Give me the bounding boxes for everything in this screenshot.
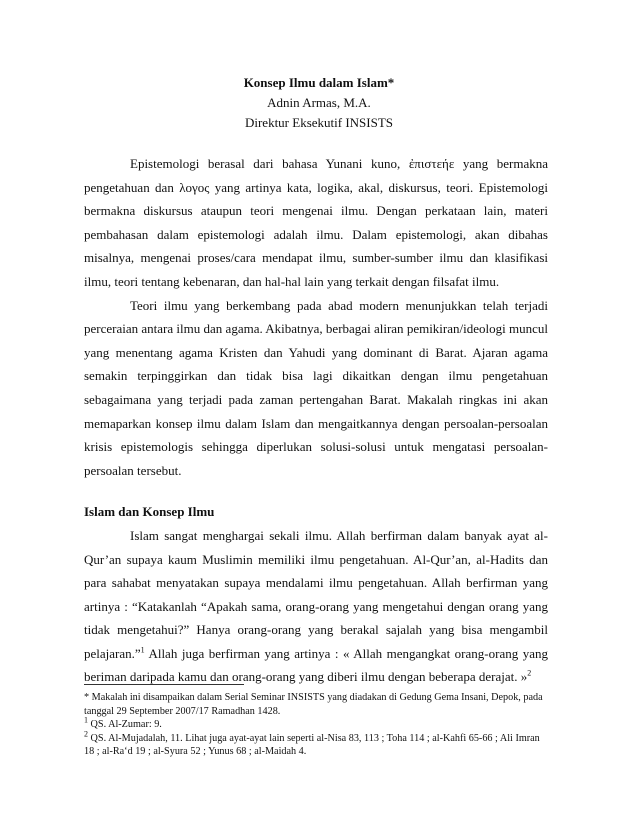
paragraph-teori-ilmu: Teori ilmu yang berkembang pada abad modern menunjukkan telah terjadi perceraian antara ilmu dan agama. Akibatnya, berbagai aliran pemikiran/ideologi muncul yang menentang agama Kristen dan Yahudi yang dominant di Barat. Ajaran agama semakin terpinggirkan dan tidak bisa lagi dikaitkan dengan ilmu pengetahuan sebagaimana yang terjadi pada zaman pertengahan Barat. Makalah ringkas ini akan memaparkan konsep ilmu dalam Islam dan mengaitkannya dengan persoalan-persoalan krisis epistemologis sehingga diperlukan solusi-solusi untuk mengatasi persoalan-persoalan tersebut.: [84, 297, 548, 478]
paragraph-epistemologi: Epistemologi berasal dari bahasa Yunani kuno, ἐπιστεήε yang bermakna pengetahuan dan λογος yang artinya kata, logika, akal, diskursus, teori. Epistemologi bermakna diskursus ataupun teori mengenai ilmu. Dengan perkataan lain, materi pembahasan dalam epistemologi adalah ilmu. Dalam epistemologi, akan dibahas misalnya, mengenai proses/cara mendapat ilmu, sumber-sumber ilmu dan klasifikasi ilmu, teori tentang kebenaran, dan hal-hal lain yang terkait dengan filsafat ilmu.: [84, 156, 548, 289]
footnote-1-text: QS. Al-Zumar: 9.: [88, 719, 162, 731]
footnote-ref-2[interactable]: 2: [527, 669, 532, 679]
author-name: Adnin Armas, M.A.: [267, 95, 371, 110]
footnote-1-mark: 1: [84, 715, 88, 725]
footnote-separator: [84, 684, 244, 685]
footnote-ref-1[interactable]: 1: [140, 645, 145, 655]
footnotes: [84, 691, 548, 759]
author-position: Direktur Eksekutif INSISTS: [244, 115, 394, 130]
footnote-star: * Makalah ini disampaikan dalam Serial Seminar INSISTS yang diadakan di Gedung Gema Insani, Depok, pada tanggal 29 September 2007/17 Ramadhan 1428.: [84, 692, 543, 717]
document-title: Konsep Ilmu dalam Islam*: [243, 75, 395, 90]
footnote-2-mark: 2: [84, 729, 88, 739]
footnote-2-text: QS. Al-Mujadalah, 11. Lihat juga ayat-ayat lain seperti al-Nisa 83, 113 ; Toha 114 ; al-Kahfi 65-66 ; Ali Imran 18 ; al-Ra‘d 19 ; al-Syura 52 ; Yunus 68 ; al-Maidah 4.: [84, 732, 540, 758]
footnote-2: [84, 729, 548, 759]
paragraph-text-part1: Islam sangat menghargai sekali ilmu. Allah berfirman dalam banyak ayat al-Qur’an supaya kaum Muslimin memiliki ilmu pengetahuan. Al-Qur’an, al-Hadits dan para sahabat menyatakan supaya mendalami ilmu pengetahuan. Allah berfirman yang artinya : “Katakanlah “Apakah sama, orang-orang yang mengetahui dengan orang yang tidak mengetahui?” Hanya orang-orang yang berakal sajalah yang bisa mengambil pelajaran.”: [84, 527, 548, 661]
footnote-1: [84, 715, 548, 732]
paragraph-islam-ilmu: [84, 524, 548, 689]
document-body: [84, 152, 548, 689]
document-header: [0, 73, 638, 133]
paragraph-text-part2: Allah juga berfirman yang artinya : « Allah mengangkat orang-orang yang beriman daripada kamu dan orang-orang yang diberi ilmu dengan beberapa derajat. »: [84, 645, 548, 685]
section-heading: Islam dan Konsep Ilmu: [84, 504, 215, 520]
